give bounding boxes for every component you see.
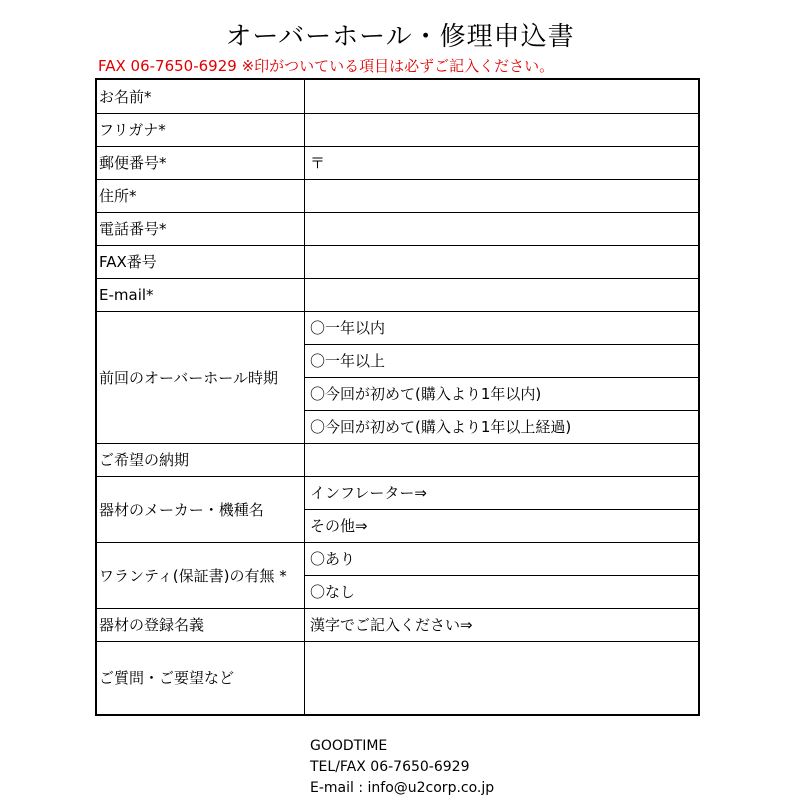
contact-email: E-mail : info@u2corp.co.jp <box>310 780 495 796</box>
requests-field[interactable] <box>305 641 698 714</box>
tel-fax: TEL/FAX 06-7650-6929 <box>310 759 470 775</box>
warranty-option[interactable]: 〇あり <box>305 542 698 575</box>
requests-label: ご質問・ご要望など <box>97 641 305 714</box>
equipment-field[interactable]: インフレーター⇒ <box>305 476 698 509</box>
contact-footer <box>310 736 494 799</box>
last-overhaul-label: 前回のオーバーホール時期 <box>97 311 305 443</box>
company-name: GOODTIME <box>310 738 388 754</box>
last-overhaul-option[interactable]: 〇今回が初めて(購入より1年以上経過) <box>305 410 698 443</box>
equipment-field[interactable]: その他⇒ <box>305 509 698 542</box>
email-field[interactable] <box>305 278 698 311</box>
fax-notice: FAX 06-7650-6929 ※印がついている項目は必ずご記入ください。 <box>98 57 555 75</box>
postal-prefix: 〒 <box>310 154 326 172</box>
fax-field[interactable] <box>305 245 698 278</box>
address-label: 住所* <box>97 179 305 212</box>
application-form <box>95 78 700 716</box>
email-label: E-mail* <box>97 278 305 311</box>
phone-label: 電話番号* <box>97 212 305 245</box>
form-title: オーバーホール・修理申込書 <box>225 22 575 52</box>
postal-field[interactable] <box>305 146 698 179</box>
registration-label: 器材の登録名義 <box>97 608 305 641</box>
warranty-label: ワランティ(保証書)の有無 * <box>97 542 305 608</box>
phone-field[interactable] <box>305 212 698 245</box>
address-field[interactable] <box>305 179 698 212</box>
last-overhaul-option[interactable]: 〇一年以上 <box>305 344 698 377</box>
furigana-label: フリガナ* <box>97 113 305 146</box>
name-field[interactable] <box>305 80 698 113</box>
warranty-option[interactable]: 〇なし <box>305 575 698 608</box>
delivery-field[interactable] <box>305 443 698 476</box>
last-overhaul-option[interactable]: 〇今回が初めて(購入より1年以内) <box>305 377 698 410</box>
equipment-label: 器材のメーカー・機種名 <box>97 476 305 542</box>
name-label: お名前* <box>97 80 305 113</box>
registration-field[interactable]: 漢字でご記入ください⇒ <box>305 608 698 641</box>
delivery-label: ご希望の納期 <box>97 443 305 476</box>
last-overhaul-option[interactable]: 〇一年以内 <box>305 311 698 344</box>
fax-label: FAX番号 <box>97 245 305 278</box>
furigana-field[interactable] <box>305 113 698 146</box>
postal-label: 郵便番号* <box>97 146 305 179</box>
